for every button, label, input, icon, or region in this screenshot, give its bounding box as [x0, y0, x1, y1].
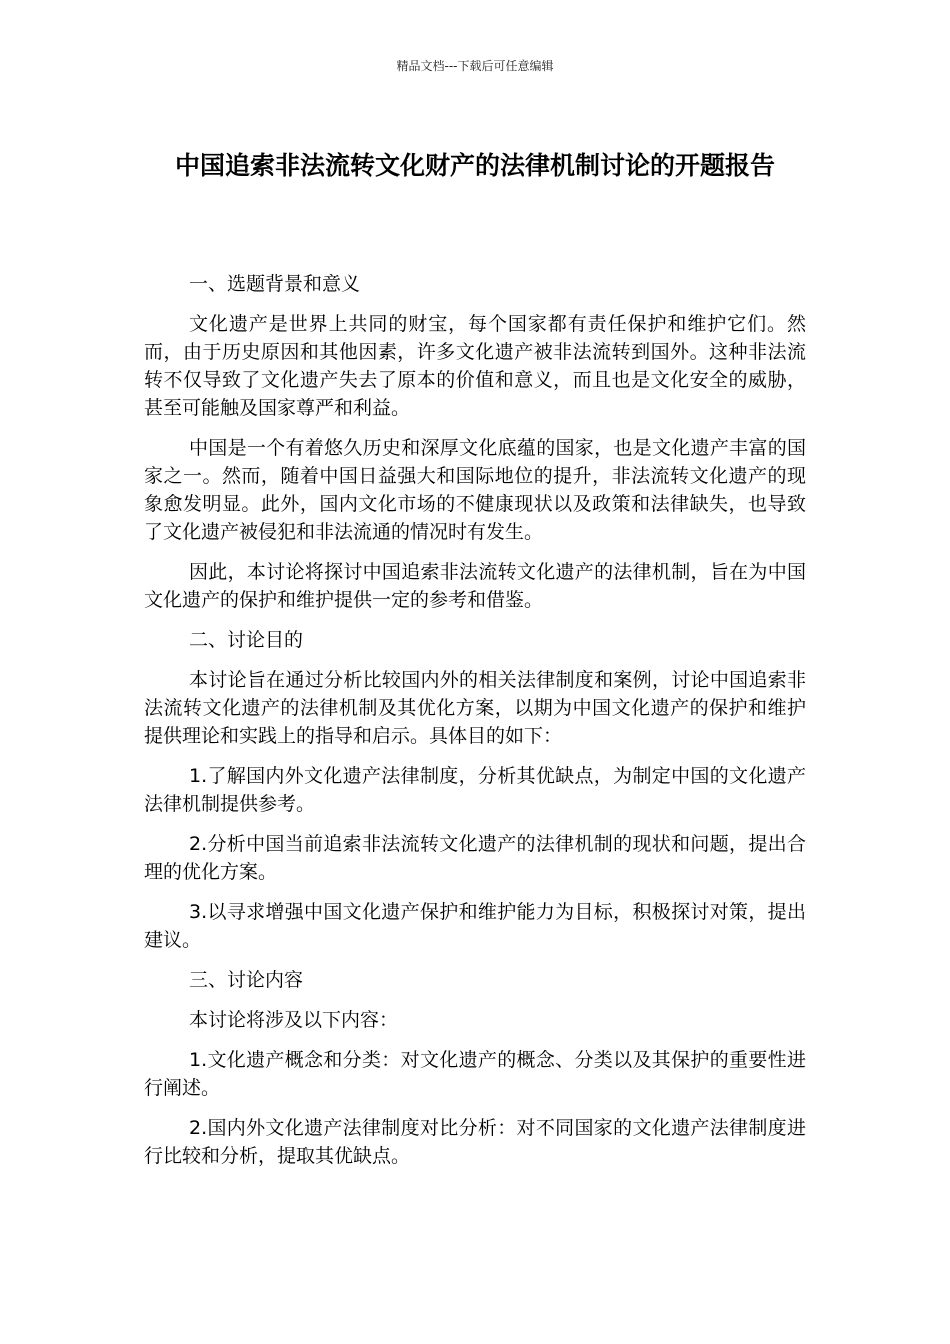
- paragraph: 本讨论旨在通过分析比较国内外的相关法律制度和案例，讨论中国追索非法流转文化遗产的法律机制及其优化方案，以期为中国文化遗产的保护和维护提供理论和实践上的指导和启示。具体目的如下：: [144, 669, 806, 747]
- document-body: [144, 270, 806, 1182]
- list-item: 2.国内外文化遗产法律制度对比分析：对不同国家的文化遗产法律制度进行比较和分析，提取其优缺点。: [144, 1117, 806, 1167]
- section-heading-purpose: 二、讨论目的: [189, 629, 304, 651]
- list-item: 3.以寻求增强中国文化遗产保护和维护能力为目标，积极探讨对策，提出建议。: [144, 901, 806, 951]
- section-heading-background: 一、选题背景和意义: [189, 273, 361, 295]
- header-note: 精品文档---下载后可任意编辑: [396, 59, 554, 73]
- paragraph: 因此，本讨论将探讨中国追索非法流转文化遗产的法律机制，旨在为中国文化遗产的保护和维护提供一定的参考和借鉴。: [144, 561, 806, 611]
- list-item: 1.了解国内外文化遗产法律制度，分析其优缺点，为制定中国的文化遗产法律机制提供参考。: [144, 765, 806, 815]
- list-item: 2.分析中国当前追索非法流转文化遗产的法律机制的现状和问题，提出合理的优化方案。: [144, 833, 806, 883]
- list-item: 1.文化遗产概念和分类：对文化遗产的概念、分类以及其保护的重要性进行阐述。: [144, 1049, 806, 1099]
- paragraph: 文化遗产是世界上共同的财宝，每个国家都有责任保护和维护它们。然而，由于历史原因和其他因素，许多文化遗产被非法流转到国外。这种非法流转不仅导致了文化遗产失去了原本的价值和意义，而且也是文化安全的威胁，甚至可能触及国家尊严和利益。: [144, 313, 806, 419]
- paragraph: 中国是一个有着悠久历史和深厚文化底蕴的国家，也是文化遗产丰富的国家之一。然而，随着中国日益强大和国际地位的提升，非法流转文化遗产的现象愈发明显。此外，国内文化市场的不健康现状以及政策和法律缺失，也导致了文化遗产被侵犯和非法流通的情况时有发生。: [144, 437, 806, 543]
- section-heading-content: 三、讨论内容: [189, 969, 304, 991]
- document-title: 中国追索非法流转文化财产的法律机制讨论的开题报告: [174, 151, 775, 180]
- paragraph: 本讨论将涉及以下内容：: [189, 1009, 399, 1031]
